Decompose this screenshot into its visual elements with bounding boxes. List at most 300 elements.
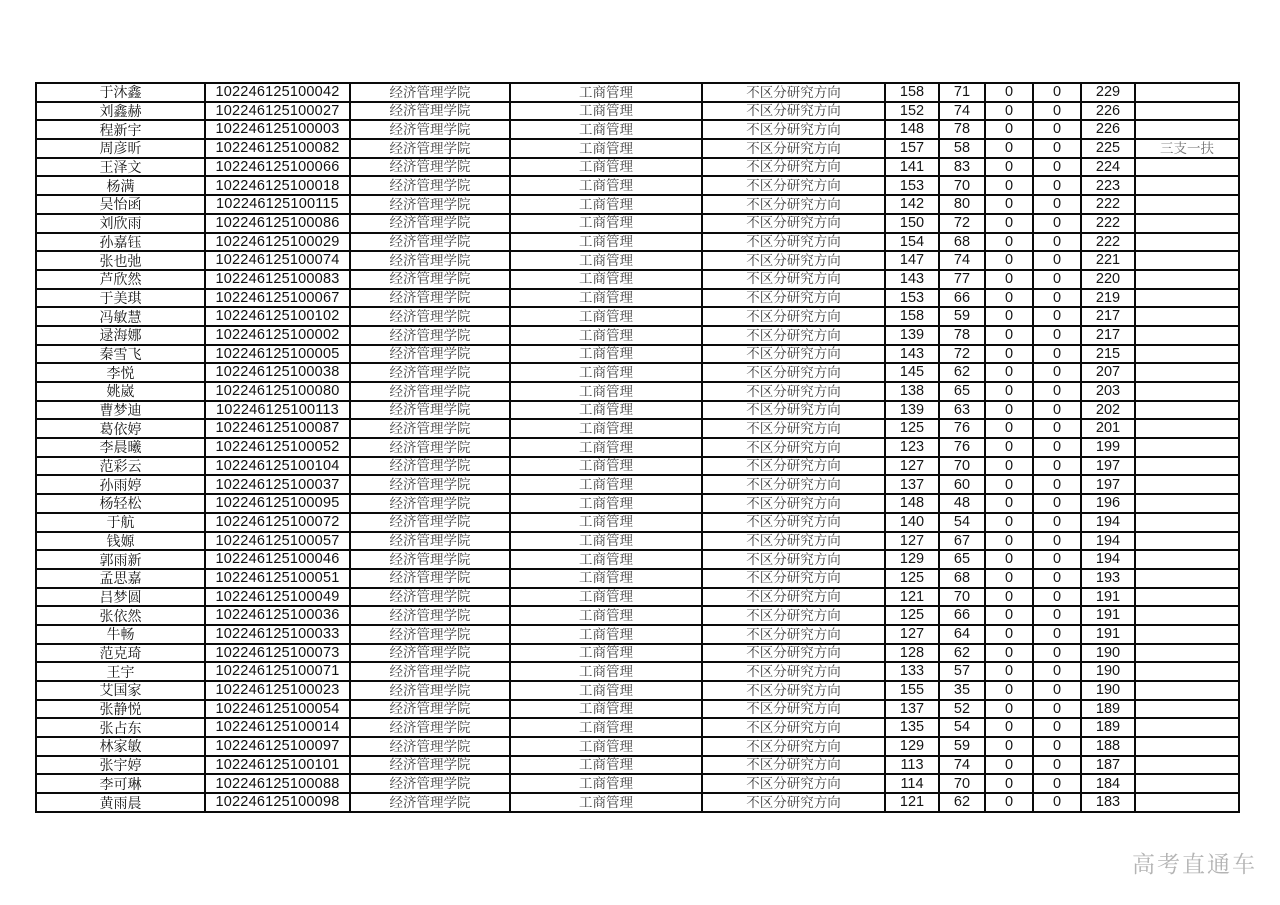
cell-score-1: 153 bbox=[885, 176, 939, 195]
cell-bonus-2: 0 bbox=[1033, 588, 1081, 607]
cell-student-name: 范彩云 bbox=[36, 457, 205, 476]
cell-major: 工商管理 bbox=[510, 662, 702, 681]
cell-note bbox=[1135, 251, 1239, 270]
cell-total-score: 183 bbox=[1081, 793, 1135, 812]
cell-total-score: 203 bbox=[1081, 382, 1135, 401]
cell-note bbox=[1135, 606, 1239, 625]
table-row bbox=[36, 382, 1239, 401]
table-row bbox=[36, 494, 1239, 513]
cell-major: 工商管理 bbox=[510, 700, 702, 719]
cell-college: 经济管理学院 bbox=[350, 363, 510, 382]
cell-student-name: 范克琦 bbox=[36, 644, 205, 663]
cell-student-name: 张静悦 bbox=[36, 700, 205, 719]
cell-note bbox=[1135, 774, 1239, 793]
cell-bonus-1: 0 bbox=[985, 382, 1033, 401]
cell-candidate-id: 102246125100023 bbox=[205, 681, 350, 700]
cell-research-direction: 不区分研究方向 bbox=[702, 438, 885, 457]
cell-college: 经济管理学院 bbox=[350, 457, 510, 476]
cell-score-1: 123 bbox=[885, 438, 939, 457]
cell-research-direction: 不区分研究方向 bbox=[702, 625, 885, 644]
cell-score-1: 147 bbox=[885, 251, 939, 270]
cell-major: 工商管理 bbox=[510, 419, 702, 438]
cell-bonus-1: 0 bbox=[985, 289, 1033, 308]
table-row bbox=[36, 83, 1239, 102]
cell-research-direction: 不区分研究方向 bbox=[702, 419, 885, 438]
cell-score-1: 127 bbox=[885, 532, 939, 551]
cell-score-2: 71 bbox=[939, 83, 985, 102]
cell-candidate-id: 102246125100083 bbox=[205, 270, 350, 289]
cell-score-2: 80 bbox=[939, 195, 985, 214]
cell-total-score: 190 bbox=[1081, 681, 1135, 700]
cell-bonus-2: 0 bbox=[1033, 737, 1081, 756]
cell-candidate-id: 102246125100104 bbox=[205, 457, 350, 476]
cell-bonus-2: 0 bbox=[1033, 700, 1081, 719]
cell-score-1: 137 bbox=[885, 475, 939, 494]
cell-bonus-1: 0 bbox=[985, 774, 1033, 793]
cell-score-2: 70 bbox=[939, 457, 985, 476]
cell-student-name: 杨满 bbox=[36, 176, 205, 195]
cell-major: 工商管理 bbox=[510, 251, 702, 270]
cell-major: 工商管理 bbox=[510, 195, 702, 214]
cell-score-2: 66 bbox=[939, 289, 985, 308]
cell-note bbox=[1135, 289, 1239, 308]
cell-total-score: 222 bbox=[1081, 195, 1135, 214]
cell-student-name: 艾国家 bbox=[36, 681, 205, 700]
cell-bonus-2: 0 bbox=[1033, 419, 1081, 438]
cell-major: 工商管理 bbox=[510, 270, 702, 289]
cell-college: 经济管理学院 bbox=[350, 401, 510, 420]
cell-student-name: 芦欣然 bbox=[36, 270, 205, 289]
cell-candidate-id: 102246125100072 bbox=[205, 513, 350, 532]
cell-note bbox=[1135, 569, 1239, 588]
table-row bbox=[36, 289, 1239, 308]
table-row bbox=[36, 120, 1239, 139]
cell-score-1: 143 bbox=[885, 345, 939, 364]
cell-major: 工商管理 bbox=[510, 569, 702, 588]
cell-bonus-1: 0 bbox=[985, 756, 1033, 775]
cell-student-name: 吕梦圆 bbox=[36, 588, 205, 607]
cell-candidate-id: 102246125100086 bbox=[205, 214, 350, 233]
cell-major: 工商管理 bbox=[510, 214, 702, 233]
cell-total-score: 196 bbox=[1081, 494, 1135, 513]
cell-college: 经济管理学院 bbox=[350, 550, 510, 569]
cell-major: 工商管理 bbox=[510, 139, 702, 158]
cell-student-name: 孟思嘉 bbox=[36, 569, 205, 588]
cell-candidate-id: 102246125100037 bbox=[205, 475, 350, 494]
cell-note bbox=[1135, 644, 1239, 663]
cell-score-1: 125 bbox=[885, 419, 939, 438]
cell-bonus-2: 0 bbox=[1033, 475, 1081, 494]
cell-research-direction: 不区分研究方向 bbox=[702, 363, 885, 382]
cell-major: 工商管理 bbox=[510, 158, 702, 177]
cell-score-2: 54 bbox=[939, 718, 985, 737]
cell-candidate-id: 102246125100066 bbox=[205, 158, 350, 177]
table-row bbox=[36, 550, 1239, 569]
cell-bonus-2: 0 bbox=[1033, 233, 1081, 252]
cell-score-1: 153 bbox=[885, 289, 939, 308]
cell-major: 工商管理 bbox=[510, 289, 702, 308]
cell-candidate-id: 102246125100087 bbox=[205, 419, 350, 438]
cell-bonus-1: 0 bbox=[985, 438, 1033, 457]
table-row bbox=[36, 307, 1239, 326]
cell-note bbox=[1135, 419, 1239, 438]
cell-total-score: 191 bbox=[1081, 588, 1135, 607]
cell-bonus-2: 0 bbox=[1033, 401, 1081, 420]
cell-bonus-1: 0 bbox=[985, 513, 1033, 532]
cell-student-name: 刘鑫赫 bbox=[36, 102, 205, 121]
cell-total-score: 215 bbox=[1081, 345, 1135, 364]
cell-score-2: 48 bbox=[939, 494, 985, 513]
cell-bonus-2: 0 bbox=[1033, 307, 1081, 326]
cell-bonus-1: 0 bbox=[985, 83, 1033, 102]
cell-candidate-id: 102246125100029 bbox=[205, 233, 350, 252]
cell-student-name: 李悦 bbox=[36, 363, 205, 382]
cell-score-1: 121 bbox=[885, 588, 939, 607]
cell-major: 工商管理 bbox=[510, 681, 702, 700]
table-row bbox=[36, 326, 1239, 345]
cell-total-score: 194 bbox=[1081, 532, 1135, 551]
cell-college: 经济管理学院 bbox=[350, 382, 510, 401]
cell-college: 经济管理学院 bbox=[350, 569, 510, 588]
cell-major: 工商管理 bbox=[510, 718, 702, 737]
cell-score-2: 63 bbox=[939, 401, 985, 420]
cell-student-name: 黄雨晨 bbox=[36, 793, 205, 812]
cell-score-2: 68 bbox=[939, 233, 985, 252]
cell-total-score: 217 bbox=[1081, 326, 1135, 345]
cell-bonus-1: 0 bbox=[985, 644, 1033, 663]
cell-bonus-1: 0 bbox=[985, 270, 1033, 289]
cell-research-direction: 不区分研究方向 bbox=[702, 176, 885, 195]
cell-score-2: 76 bbox=[939, 419, 985, 438]
cell-candidate-id: 102246125100027 bbox=[205, 102, 350, 121]
cell-score-2: 70 bbox=[939, 774, 985, 793]
cell-total-score: 224 bbox=[1081, 158, 1135, 177]
cell-note bbox=[1135, 195, 1239, 214]
cell-student-name: 曹梦迪 bbox=[36, 401, 205, 420]
table-row bbox=[36, 774, 1239, 793]
cell-note bbox=[1135, 270, 1239, 289]
cell-candidate-id: 102246125100073 bbox=[205, 644, 350, 663]
cell-bonus-2: 0 bbox=[1033, 718, 1081, 737]
table-row bbox=[36, 737, 1239, 756]
cell-bonus-1: 0 bbox=[985, 158, 1033, 177]
cell-major: 工商管理 bbox=[510, 382, 702, 401]
cell-student-name: 张依然 bbox=[36, 606, 205, 625]
cell-bonus-2: 0 bbox=[1033, 120, 1081, 139]
cell-student-name: 林家敏 bbox=[36, 737, 205, 756]
cell-major: 工商管理 bbox=[510, 176, 702, 195]
cell-note bbox=[1135, 438, 1239, 457]
cell-note bbox=[1135, 102, 1239, 121]
cell-research-direction: 不区分研究方向 bbox=[702, 401, 885, 420]
cell-college: 经济管理学院 bbox=[350, 756, 510, 775]
cell-research-direction: 不区分研究方向 bbox=[702, 569, 885, 588]
cell-candidate-id: 102246125100049 bbox=[205, 588, 350, 607]
cell-score-1: 114 bbox=[885, 774, 939, 793]
cell-candidate-id: 102246125100115 bbox=[205, 195, 350, 214]
cell-total-score: 219 bbox=[1081, 289, 1135, 308]
cell-score-1: 139 bbox=[885, 401, 939, 420]
cell-score-2: 59 bbox=[939, 307, 985, 326]
cell-score-1: 121 bbox=[885, 793, 939, 812]
cell-college: 经济管理学院 bbox=[350, 307, 510, 326]
cell-note bbox=[1135, 662, 1239, 681]
cell-bonus-2: 0 bbox=[1033, 457, 1081, 476]
cell-candidate-id: 102246125100095 bbox=[205, 494, 350, 513]
cell-bonus-2: 0 bbox=[1033, 569, 1081, 588]
cell-college: 经济管理学院 bbox=[350, 513, 510, 532]
cell-score-1: 158 bbox=[885, 307, 939, 326]
cell-student-name: 张也弛 bbox=[36, 251, 205, 270]
table-row bbox=[36, 644, 1239, 663]
cell-note bbox=[1135, 681, 1239, 700]
cell-research-direction: 不区分研究方向 bbox=[702, 158, 885, 177]
table-row bbox=[36, 606, 1239, 625]
cell-student-name: 程新宇 bbox=[36, 120, 205, 139]
cell-bonus-1: 0 bbox=[985, 793, 1033, 812]
cell-student-name: 吴怡函 bbox=[36, 195, 205, 214]
cell-candidate-id: 102246125100038 bbox=[205, 363, 350, 382]
cell-score-2: 52 bbox=[939, 700, 985, 719]
cell-research-direction: 不区分研究方向 bbox=[702, 606, 885, 625]
table-row bbox=[36, 793, 1239, 812]
cell-score-1: 145 bbox=[885, 363, 939, 382]
cell-student-name: 张宇婷 bbox=[36, 756, 205, 775]
cell-score-2: 83 bbox=[939, 158, 985, 177]
cell-score-2: 72 bbox=[939, 214, 985, 233]
cell-total-score: 207 bbox=[1081, 363, 1135, 382]
cell-score-1: 133 bbox=[885, 662, 939, 681]
table-row bbox=[36, 588, 1239, 607]
cell-college: 经济管理学院 bbox=[350, 644, 510, 663]
cell-student-name: 王泽文 bbox=[36, 158, 205, 177]
cell-candidate-id: 102246125100098 bbox=[205, 793, 350, 812]
cell-student-name: 冯敏慧 bbox=[36, 307, 205, 326]
table-row bbox=[36, 270, 1239, 289]
cell-total-score: 222 bbox=[1081, 214, 1135, 233]
cell-research-direction: 不区分研究方向 bbox=[702, 513, 885, 532]
watermark-text: 高考直通车 bbox=[1132, 851, 1257, 877]
table-row bbox=[36, 345, 1239, 364]
cell-bonus-2: 0 bbox=[1033, 494, 1081, 513]
cell-total-score: 199 bbox=[1081, 438, 1135, 457]
cell-student-name: 刘欣雨 bbox=[36, 214, 205, 233]
cell-research-direction: 不区分研究方向 bbox=[702, 307, 885, 326]
cell-research-direction: 不区分研究方向 bbox=[702, 737, 885, 756]
cell-candidate-id: 102246125100018 bbox=[205, 176, 350, 195]
table-row bbox=[36, 176, 1239, 195]
cell-bonus-1: 0 bbox=[985, 532, 1033, 551]
cell-note bbox=[1135, 120, 1239, 139]
cell-major: 工商管理 bbox=[510, 233, 702, 252]
cell-total-score: 221 bbox=[1081, 251, 1135, 270]
cell-total-score: 190 bbox=[1081, 662, 1135, 681]
cell-student-name: 于美琪 bbox=[36, 289, 205, 308]
cell-major: 工商管理 bbox=[510, 363, 702, 382]
cell-score-1: 150 bbox=[885, 214, 939, 233]
table-row bbox=[36, 513, 1239, 532]
cell-bonus-2: 0 bbox=[1033, 195, 1081, 214]
cell-total-score: 226 bbox=[1081, 120, 1135, 139]
cell-candidate-id: 102246125100071 bbox=[205, 662, 350, 681]
table-body bbox=[36, 83, 1239, 812]
cell-bonus-1: 0 bbox=[985, 494, 1033, 513]
cell-college: 经济管理学院 bbox=[350, 214, 510, 233]
cell-college: 经济管理学院 bbox=[350, 681, 510, 700]
cell-college: 经济管理学院 bbox=[350, 606, 510, 625]
cell-college: 经济管理学院 bbox=[350, 120, 510, 139]
cell-college: 经济管理学院 bbox=[350, 718, 510, 737]
cell-note bbox=[1135, 83, 1239, 102]
cell-college: 经济管理学院 bbox=[350, 289, 510, 308]
cell-total-score: 229 bbox=[1081, 83, 1135, 102]
cell-research-direction: 不区分研究方向 bbox=[702, 233, 885, 252]
cell-note bbox=[1135, 345, 1239, 364]
cell-college: 经济管理学院 bbox=[350, 774, 510, 793]
cell-note bbox=[1135, 718, 1239, 737]
cell-college: 经济管理学院 bbox=[350, 494, 510, 513]
cell-score-2: 62 bbox=[939, 363, 985, 382]
cell-total-score: 187 bbox=[1081, 756, 1135, 775]
cell-candidate-id: 102246125100054 bbox=[205, 700, 350, 719]
cell-research-direction: 不区分研究方向 bbox=[702, 83, 885, 102]
cell-candidate-id: 102246125100002 bbox=[205, 326, 350, 345]
cell-college: 经济管理学院 bbox=[350, 158, 510, 177]
cell-research-direction: 不区分研究方向 bbox=[702, 588, 885, 607]
cell-score-2: 59 bbox=[939, 737, 985, 756]
cell-college: 经济管理学院 bbox=[350, 588, 510, 607]
cell-score-2: 76 bbox=[939, 438, 985, 457]
cell-total-score: 193 bbox=[1081, 569, 1135, 588]
cell-note bbox=[1135, 401, 1239, 420]
cell-research-direction: 不区分研究方向 bbox=[702, 270, 885, 289]
cell-score-1: 157 bbox=[885, 139, 939, 158]
cell-bonus-2: 0 bbox=[1033, 532, 1081, 551]
cell-college: 经济管理学院 bbox=[350, 195, 510, 214]
cell-note: 三支一扶 bbox=[1135, 139, 1239, 158]
cell-score-1: 154 bbox=[885, 233, 939, 252]
table-row bbox=[36, 214, 1239, 233]
cell-student-name: 姚崴 bbox=[36, 382, 205, 401]
cell-college: 经济管理学院 bbox=[350, 345, 510, 364]
cell-score-2: 72 bbox=[939, 345, 985, 364]
cell-bonus-1: 0 bbox=[985, 457, 1033, 476]
cell-major: 工商管理 bbox=[510, 345, 702, 364]
cell-bonus-1: 0 bbox=[985, 326, 1033, 345]
cell-score-1: 141 bbox=[885, 158, 939, 177]
cell-college: 经济管理学院 bbox=[350, 700, 510, 719]
cell-bonus-2: 0 bbox=[1033, 793, 1081, 812]
cell-major: 工商管理 bbox=[510, 475, 702, 494]
cell-total-score: 226 bbox=[1081, 102, 1135, 121]
cell-bonus-1: 0 bbox=[985, 233, 1033, 252]
cell-bonus-2: 0 bbox=[1033, 251, 1081, 270]
cell-bonus-1: 0 bbox=[985, 195, 1033, 214]
cell-bonus-2: 0 bbox=[1033, 662, 1081, 681]
cell-candidate-id: 102246125100051 bbox=[205, 569, 350, 588]
cell-candidate-id: 102246125100052 bbox=[205, 438, 350, 457]
table-row bbox=[36, 139, 1239, 158]
cell-bonus-2: 0 bbox=[1033, 606, 1081, 625]
cell-total-score: 189 bbox=[1081, 700, 1135, 719]
cell-candidate-id: 102246125100003 bbox=[205, 120, 350, 139]
cell-bonus-2: 0 bbox=[1033, 345, 1081, 364]
cell-total-score: 194 bbox=[1081, 550, 1135, 569]
cell-student-name: 周彦昕 bbox=[36, 139, 205, 158]
cell-bonus-1: 0 bbox=[985, 401, 1033, 420]
cell-note bbox=[1135, 700, 1239, 719]
cell-note bbox=[1135, 625, 1239, 644]
cell-total-score: 202 bbox=[1081, 401, 1135, 420]
cell-note bbox=[1135, 176, 1239, 195]
cell-college: 经济管理学院 bbox=[350, 176, 510, 195]
cell-score-1: 140 bbox=[885, 513, 939, 532]
cell-total-score: 191 bbox=[1081, 606, 1135, 625]
cell-major: 工商管理 bbox=[510, 793, 702, 812]
cell-bonus-1: 0 bbox=[985, 139, 1033, 158]
cell-research-direction: 不区分研究方向 bbox=[702, 382, 885, 401]
cell-bonus-2: 0 bbox=[1033, 214, 1081, 233]
table-row bbox=[36, 662, 1239, 681]
cell-student-name: 李晨曦 bbox=[36, 438, 205, 457]
cell-major: 工商管理 bbox=[510, 326, 702, 345]
cell-major: 工商管理 bbox=[510, 756, 702, 775]
cell-total-score: 190 bbox=[1081, 644, 1135, 663]
cell-student-name: 杨轻松 bbox=[36, 494, 205, 513]
cell-score-2: 62 bbox=[939, 644, 985, 663]
cell-research-direction: 不区分研究方向 bbox=[702, 681, 885, 700]
cell-college: 经济管理学院 bbox=[350, 419, 510, 438]
cell-bonus-2: 0 bbox=[1033, 681, 1081, 700]
cell-score-1: 148 bbox=[885, 120, 939, 139]
cell-bonus-2: 0 bbox=[1033, 176, 1081, 195]
cell-research-direction: 不区分研究方向 bbox=[702, 644, 885, 663]
cell-candidate-id: 102246125100088 bbox=[205, 774, 350, 793]
cell-major: 工商管理 bbox=[510, 438, 702, 457]
cell-student-name: 王宇 bbox=[36, 662, 205, 681]
cell-note bbox=[1135, 214, 1239, 233]
cell-research-direction: 不区分研究方向 bbox=[702, 345, 885, 364]
cell-research-direction: 不区分研究方向 bbox=[702, 326, 885, 345]
cell-major: 工商管理 bbox=[510, 644, 702, 663]
cell-score-2: 65 bbox=[939, 550, 985, 569]
cell-note bbox=[1135, 363, 1239, 382]
cell-college: 经济管理学院 bbox=[350, 737, 510, 756]
cell-major: 工商管理 bbox=[510, 513, 702, 532]
cell-score-1: 139 bbox=[885, 326, 939, 345]
table-row bbox=[36, 195, 1239, 214]
cell-bonus-1: 0 bbox=[985, 251, 1033, 270]
cell-bonus-2: 0 bbox=[1033, 550, 1081, 569]
cell-bonus-1: 0 bbox=[985, 475, 1033, 494]
cell-note bbox=[1135, 326, 1239, 345]
cell-score-1: 143 bbox=[885, 270, 939, 289]
cell-major: 工商管理 bbox=[510, 83, 702, 102]
cell-total-score: 223 bbox=[1081, 176, 1135, 195]
cell-score-1: 137 bbox=[885, 700, 939, 719]
cell-candidate-id: 102246125100057 bbox=[205, 532, 350, 551]
table-row bbox=[36, 681, 1239, 700]
cell-note bbox=[1135, 475, 1239, 494]
cell-college: 经济管理学院 bbox=[350, 102, 510, 121]
cell-candidate-id: 102246125100042 bbox=[205, 83, 350, 102]
table-row bbox=[36, 233, 1239, 252]
table-row bbox=[36, 158, 1239, 177]
cell-bonus-2: 0 bbox=[1033, 289, 1081, 308]
cell-score-1: 125 bbox=[885, 606, 939, 625]
cell-major: 工商管理 bbox=[510, 120, 702, 139]
cell-research-direction: 不区分研究方向 bbox=[702, 774, 885, 793]
